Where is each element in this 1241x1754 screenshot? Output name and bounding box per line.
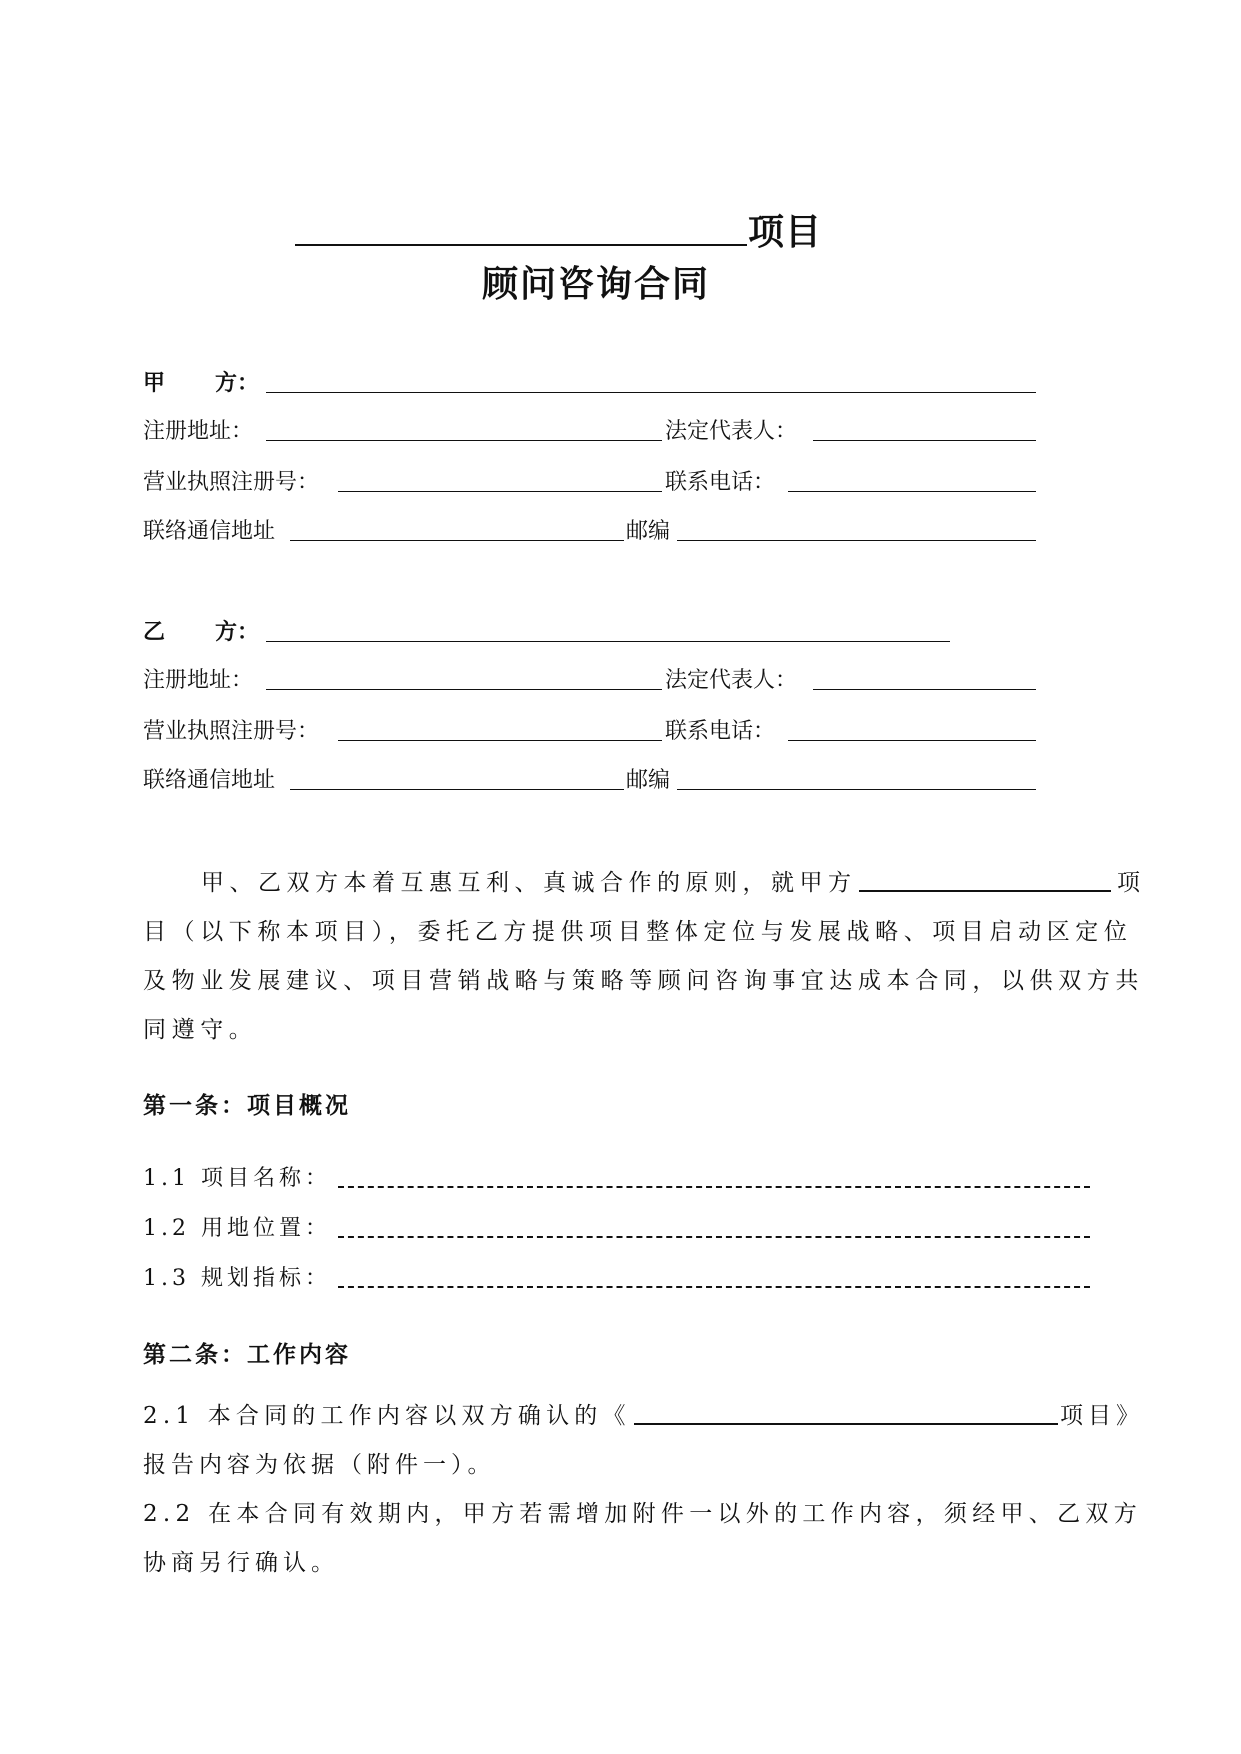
party-b-mail-address-label: 联络通信地址	[143, 768, 276, 793]
article-2-item-1-line-2: 报告内容为依据（附件一）。	[143, 1452, 496, 1478]
party-b-phone-blank	[788, 740, 1036, 741]
article-1-heading: 第一条：项目概况	[143, 1093, 351, 1119]
party-a-phone-blank	[788, 491, 1036, 492]
party-b-mail-address-blank	[290, 789, 624, 790]
party-b-license-label: 营业执照注册号：	[143, 719, 320, 744]
party-b-reg-address-label: 注册地址：	[143, 668, 254, 693]
intro-line-1a: 甲、乙双方本着互惠互利、真诚合作的原则，就甲方	[201, 870, 857, 896]
party-a-postcode-blank	[677, 540, 1036, 541]
party-a-label-suffix: 方：	[215, 371, 260, 396]
party-b-label-suffix: 方：	[215, 620, 260, 645]
party-b-postcode-label: 邮编	[626, 768, 671, 793]
article-2-item-2-line-2: 协商另行确认。	[143, 1550, 339, 1576]
party-a-postcode-label: 邮编	[626, 519, 671, 544]
party-a-label: 甲	[143, 371, 166, 396]
party-b-legal-rep-label: 法定代表人：	[665, 668, 798, 693]
party-a-license-label: 营业执照注册号：	[143, 470, 320, 495]
land-location-field	[338, 1236, 1090, 1238]
party-b-reg-address-blank	[266, 689, 662, 690]
page-title: 顾问咨询合同	[482, 264, 711, 305]
article-2-heading: 第二条：工作内容	[143, 1342, 351, 1368]
party-a-license-blank	[338, 491, 662, 492]
intro-line-2: 目（以下称本项目），委托乙方提供项目整体定位与发展战略、项目启动区定位	[143, 919, 1133, 945]
party-a-legal-rep-blank	[813, 440, 1036, 441]
intro-line-4: 同遵守。	[143, 1017, 258, 1043]
party-a-mail-address-label: 联络通信地址	[143, 519, 276, 544]
article-2-item-2-line-1: 2.2 在本合同有效期内，甲方若需增加附件一以外的工作内容，须经甲、乙双方	[143, 1501, 1142, 1527]
party-b-legal-rep-blank	[813, 689, 1036, 690]
party-b-label: 乙	[143, 620, 166, 645]
article-2-item-1b: 项目》	[1060, 1403, 1144, 1429]
party-a-reg-address-blank	[266, 440, 662, 441]
intro-project-blank	[859, 890, 1111, 892]
article-1-item-3: 1.3 规划指标：	[143, 1266, 331, 1291]
party-a-reg-address-label: 注册地址：	[143, 419, 254, 444]
project-name-blank	[295, 244, 747, 246]
party-a-name-blank	[266, 392, 1036, 393]
intro-line-3: 及物业发展建议、项目营销战略与策略等顾问咨询事宜达成本合同，以供双方共	[143, 968, 1144, 994]
party-b-postcode-blank	[677, 789, 1036, 790]
party-b-license-blank	[338, 740, 662, 741]
title-suffix: 项目	[748, 212, 823, 253]
article-1-item-1: 1.1 项目名称：	[143, 1166, 331, 1191]
article-1-item-2: 1.2 用地位置：	[143, 1216, 331, 1241]
article-2-item-1a: 2.1 本合同的工作内容以双方确认的《	[143, 1403, 631, 1429]
party-a-phone-label: 联系电话：	[665, 470, 776, 495]
party-b-phone-label: 联系电话：	[665, 719, 776, 744]
report-project-blank	[634, 1423, 1058, 1425]
party-a-mail-address-blank	[290, 540, 624, 541]
planning-index-field	[338, 1286, 1090, 1288]
party-b-name-blank	[266, 641, 950, 642]
intro-line-1b: 项	[1117, 870, 1140, 896]
project-name-field	[338, 1186, 1090, 1188]
party-a-legal-rep-label: 法定代表人：	[665, 419, 798, 444]
